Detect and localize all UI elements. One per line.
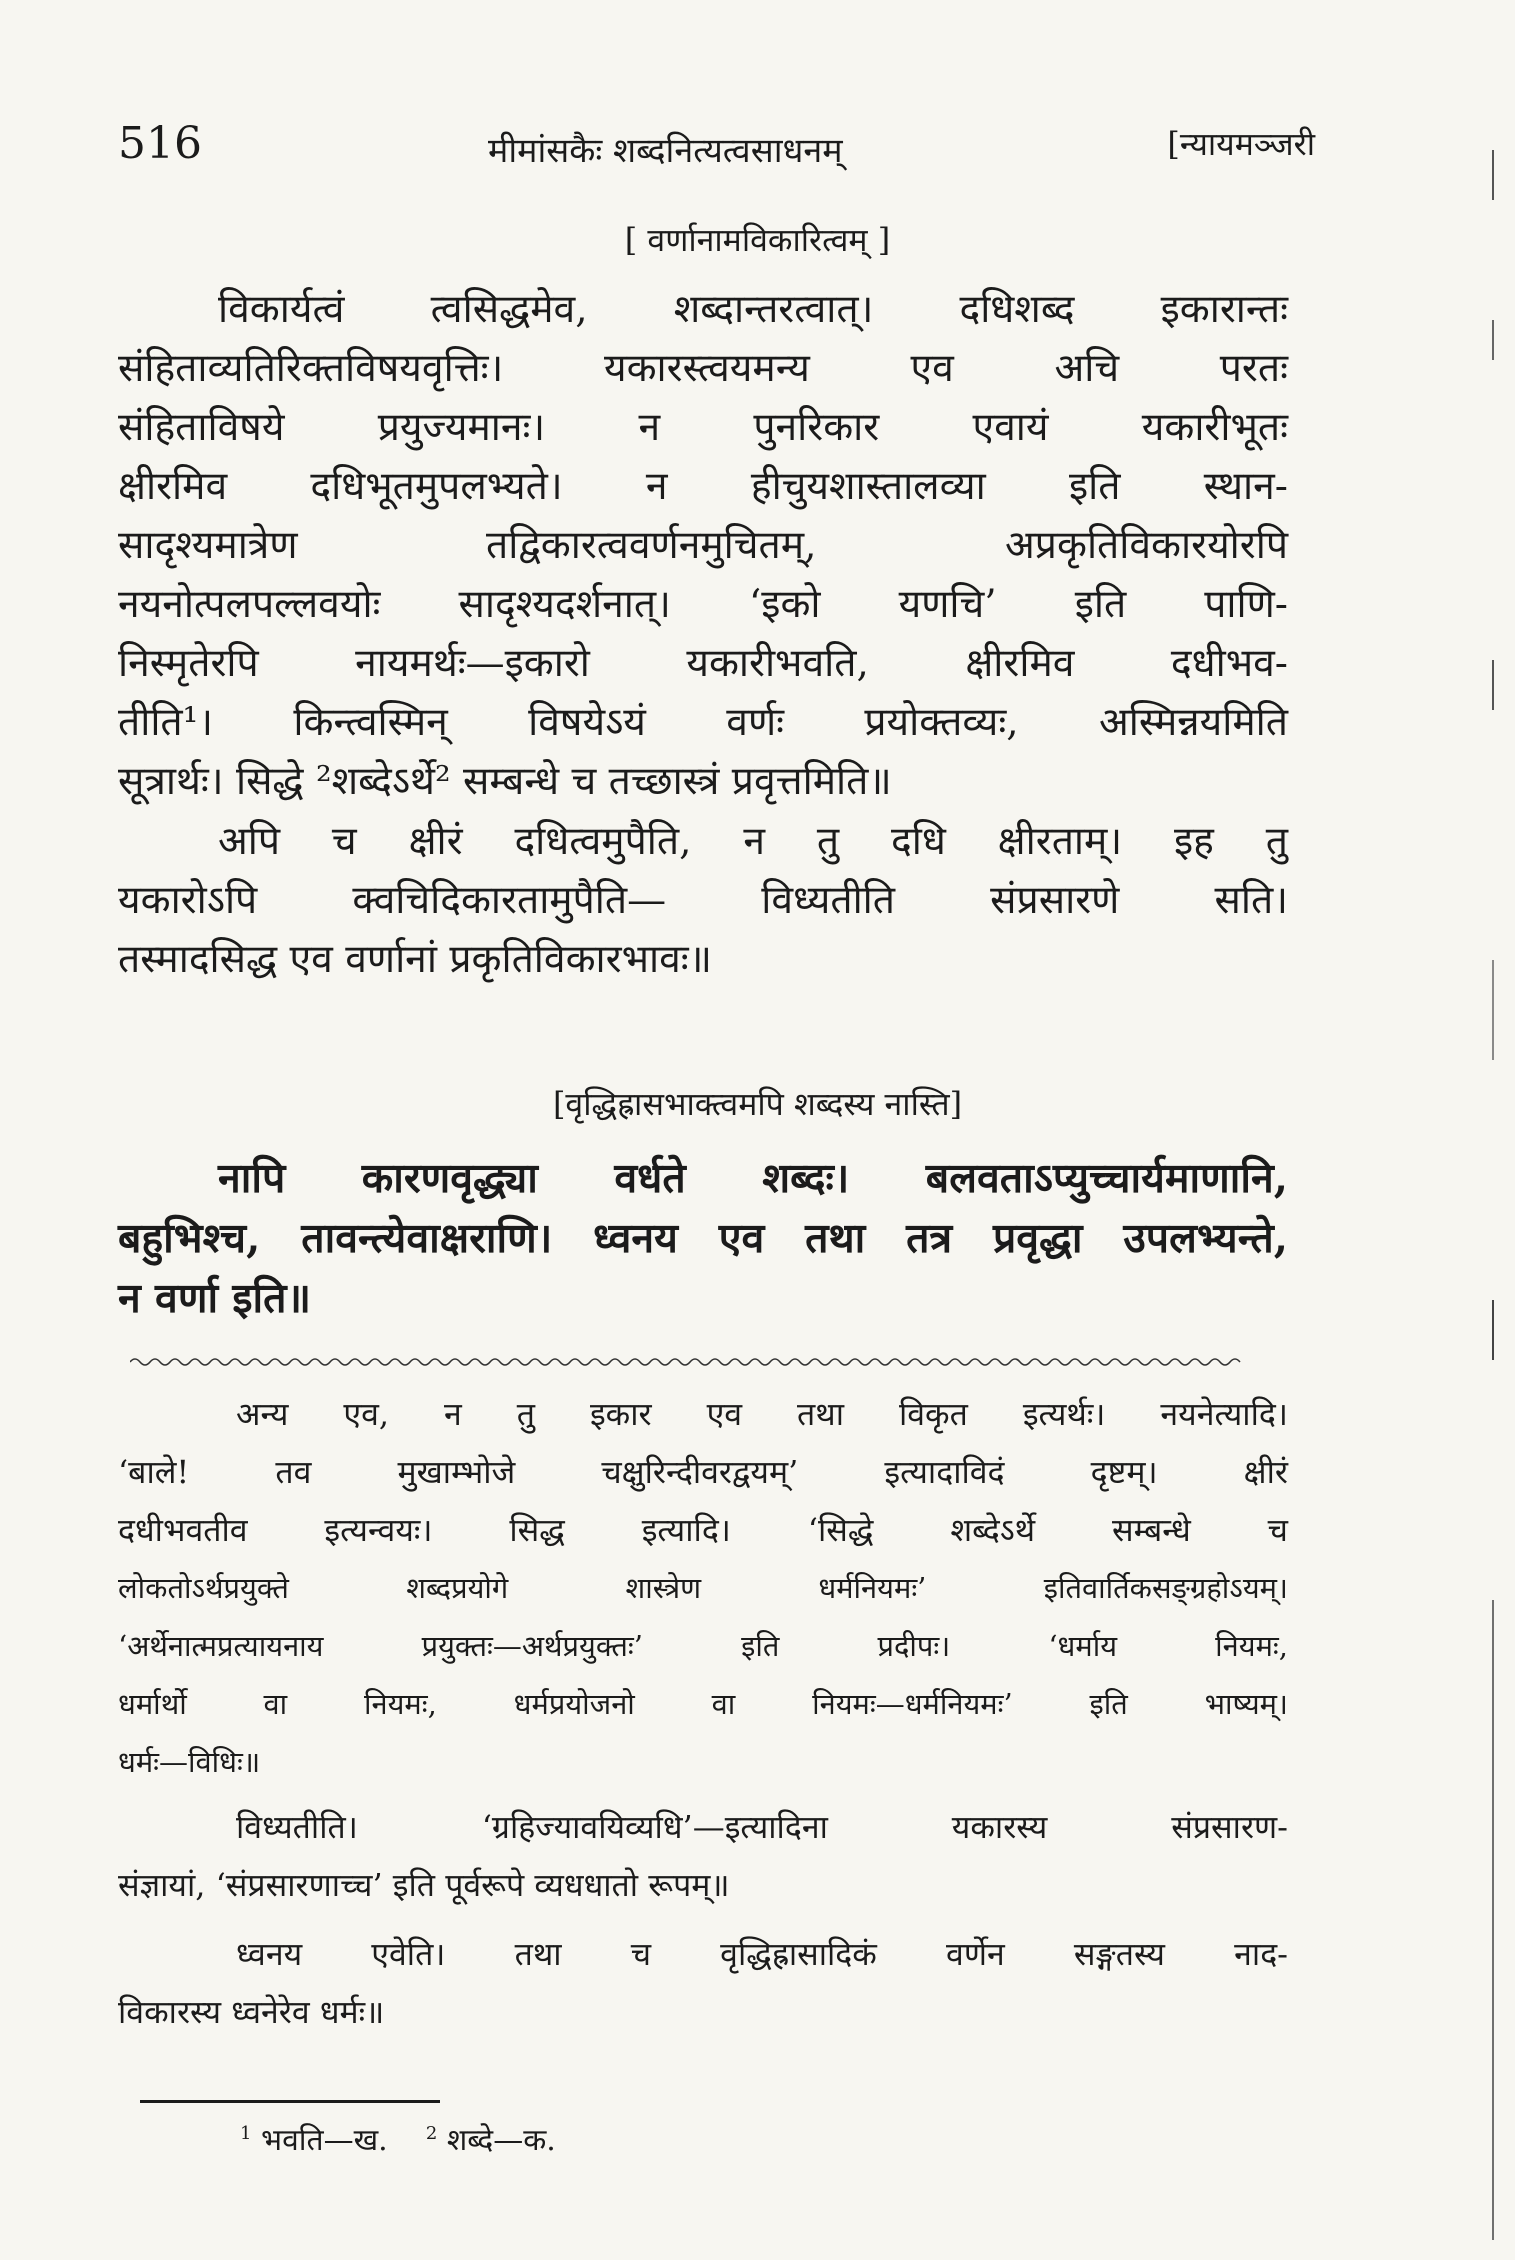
commentary-block-1 [118, 1385, 1288, 1791]
text-line: संज्ञायां, ‘संप्रसारणाच्च’ इति पूर्वरूपे व्यधधातो रूपम्॥ [118, 1866, 730, 1904]
text-line: न वर्णा इति॥ [118, 1274, 312, 1322]
commentary-block-3 [118, 1925, 1288, 2041]
running-title: मीमांसकैः शब्दनित्यत्वसाधनम् [488, 131, 843, 171]
text-line: तीति¹। किन्त्वस्मिन् विषयेऽयं वर्णः प्रयोक्तव्यः, अस्मिन्नयमिति [118, 700, 1288, 745]
section-heading-1: [ वर्णानामविकारित्वम् ] [624, 221, 891, 259]
text-line: संहिताव्यतिरिक्तविषयवृत्तिः। यकारस्त्वयमन्य एव अचि परतः [118, 346, 1288, 391]
text-line: सूत्रार्थः। सिद्धे ²शब्देऽर्थे² सम्बन्धे च तच्छास्त्रं प्रवृत्तमिति॥ [118, 759, 892, 804]
text-line: ध्वनय एवेति। तथा च वृद्धिह्रासादिकं वर्णेन सङ्गतस्य नाद- [236, 1935, 1288, 1973]
paragraph-2 [118, 812, 1288, 989]
wavy-divider [130, 1355, 1270, 1369]
text-line: विकार्यत्वं त्वसिद्धमेव, शब्दान्तरत्वात्। दधिशब्द इकारान्तः [218, 287, 1288, 332]
text-line: धर्मार्थो वा नियमः, धर्मप्रयोजनो वा नियमः—धर्मनियमः’ इति भाष्यम्। [118, 1687, 1288, 1721]
text-line: धर्मः—विधिः॥ [118, 1745, 261, 1779]
text-line: यकारोऽपि क्वचिदिकारतामुपैति— विध्यतीति संप्रसारणे सति। [118, 878, 1288, 923]
text-line: नापि कारणवृद्ध्या वर्धते शब्दः। बलवताऽप्युच्चार्यमाणानि, [218, 1154, 1288, 1202]
text-line: लोकतोऽर्थप्रयुक्ते शब्दप्रयोगे शास्त्रेण धर्मनियमः’ इतिवार्तिकसङ्ग्रहोऽयम्। [118, 1571, 1288, 1605]
text-line: क्षीरमिव दधिभूतमुपलभ्यते। न हीचुयशास्तालव्या इति स्थान- [118, 464, 1288, 509]
book-title: [न्यायमञ्जरी [1167, 125, 1315, 163]
footnote-1-mark: 1 [240, 2123, 252, 2144]
text-line: नयनोत्पलपल्लवयोः सादृश्यदर्शनात्। ‘इको यणचि’ इति पाणि- [118, 582, 1288, 627]
text-line: अन्य एव, न तु इकार एव तथा विकृत इत्यर्थः। नयनेत्यादि। [236, 1395, 1288, 1433]
text-line: ‘अर्थेनात्मप्रत्यायनाय प्रयुक्तः—अर्थप्रयुक्तः’ इति प्रदीपः। ‘धर्माय नियमः, [118, 1629, 1288, 1663]
section-heading-2: [वृद्धिह्रासभाक्त्वमपि शब्दस्य नास्ति] [552, 1085, 963, 1123]
scan-edge-marks [1489, 0, 1497, 2260]
text-line: बहुभिश्च, तावन्त्येवाक्षराणि। ध्वनय एव तथा तत्र प्रवृद्धा उपलभ्यन्ते, [118, 1214, 1288, 1262]
footnote-2-text: शब्दे—क. [446, 2123, 556, 2158]
page-header [118, 118, 1315, 178]
text-line: ‘बाले! तव मुखाम्भोजे चक्षुरिन्दीवरद्वयम्’ इत्यादाविदं दृष्टम्। क्षीरं [118, 1453, 1288, 1491]
text-line: तस्मादसिद्ध एव वर्णानां प्रकृतिविकारभावः॥ [118, 937, 713, 982]
page-number: 516 [118, 118, 202, 169]
footnote-rule [140, 2100, 440, 2103]
commentary-block-2 [118, 1798, 1288, 1914]
text-line: अपि च क्षीरं दधित्वमुपैति, न तु दधि क्षीरताम्। इह तु [218, 819, 1288, 864]
text-line: संहिताविषये प्रयुज्यमानः। न पुनरिकार एवायं यकारीभूतः [118, 405, 1288, 450]
text-line: सादृश्यमात्रेण तद्विकारत्ववर्णनमुचितम्, अप्रकृतिविकारयोरपि [118, 523, 1288, 568]
text-line: दधीभवतीव इत्यन्वयः। सिद्ध इत्यादि। ‘सिद्धे शब्देऽर्थे सम्बन्धे च [118, 1511, 1288, 1549]
footnote-2-mark: 2 [425, 2123, 438, 2144]
paragraph-3 [118, 1148, 1288, 1328]
text-line: विकारस्य ध्वनेरेव धर्मः॥ [118, 1993, 385, 2031]
footnote-1-text: भवति—ख. [261, 2123, 388, 2158]
text-line: विध्यतीति। ‘ग्रहिज्यावयिव्यधि’—इत्यादिना यकारस्य संप्रसारण- [236, 1808, 1288, 1846]
paragraph-1 [118, 280, 1288, 811]
text-line: निस्मृतेरपि नायमर्थः—इकारो यकारीभवति, क्षीरमिव दधीभव- [118, 641, 1288, 686]
footnotes [240, 2118, 556, 2159]
